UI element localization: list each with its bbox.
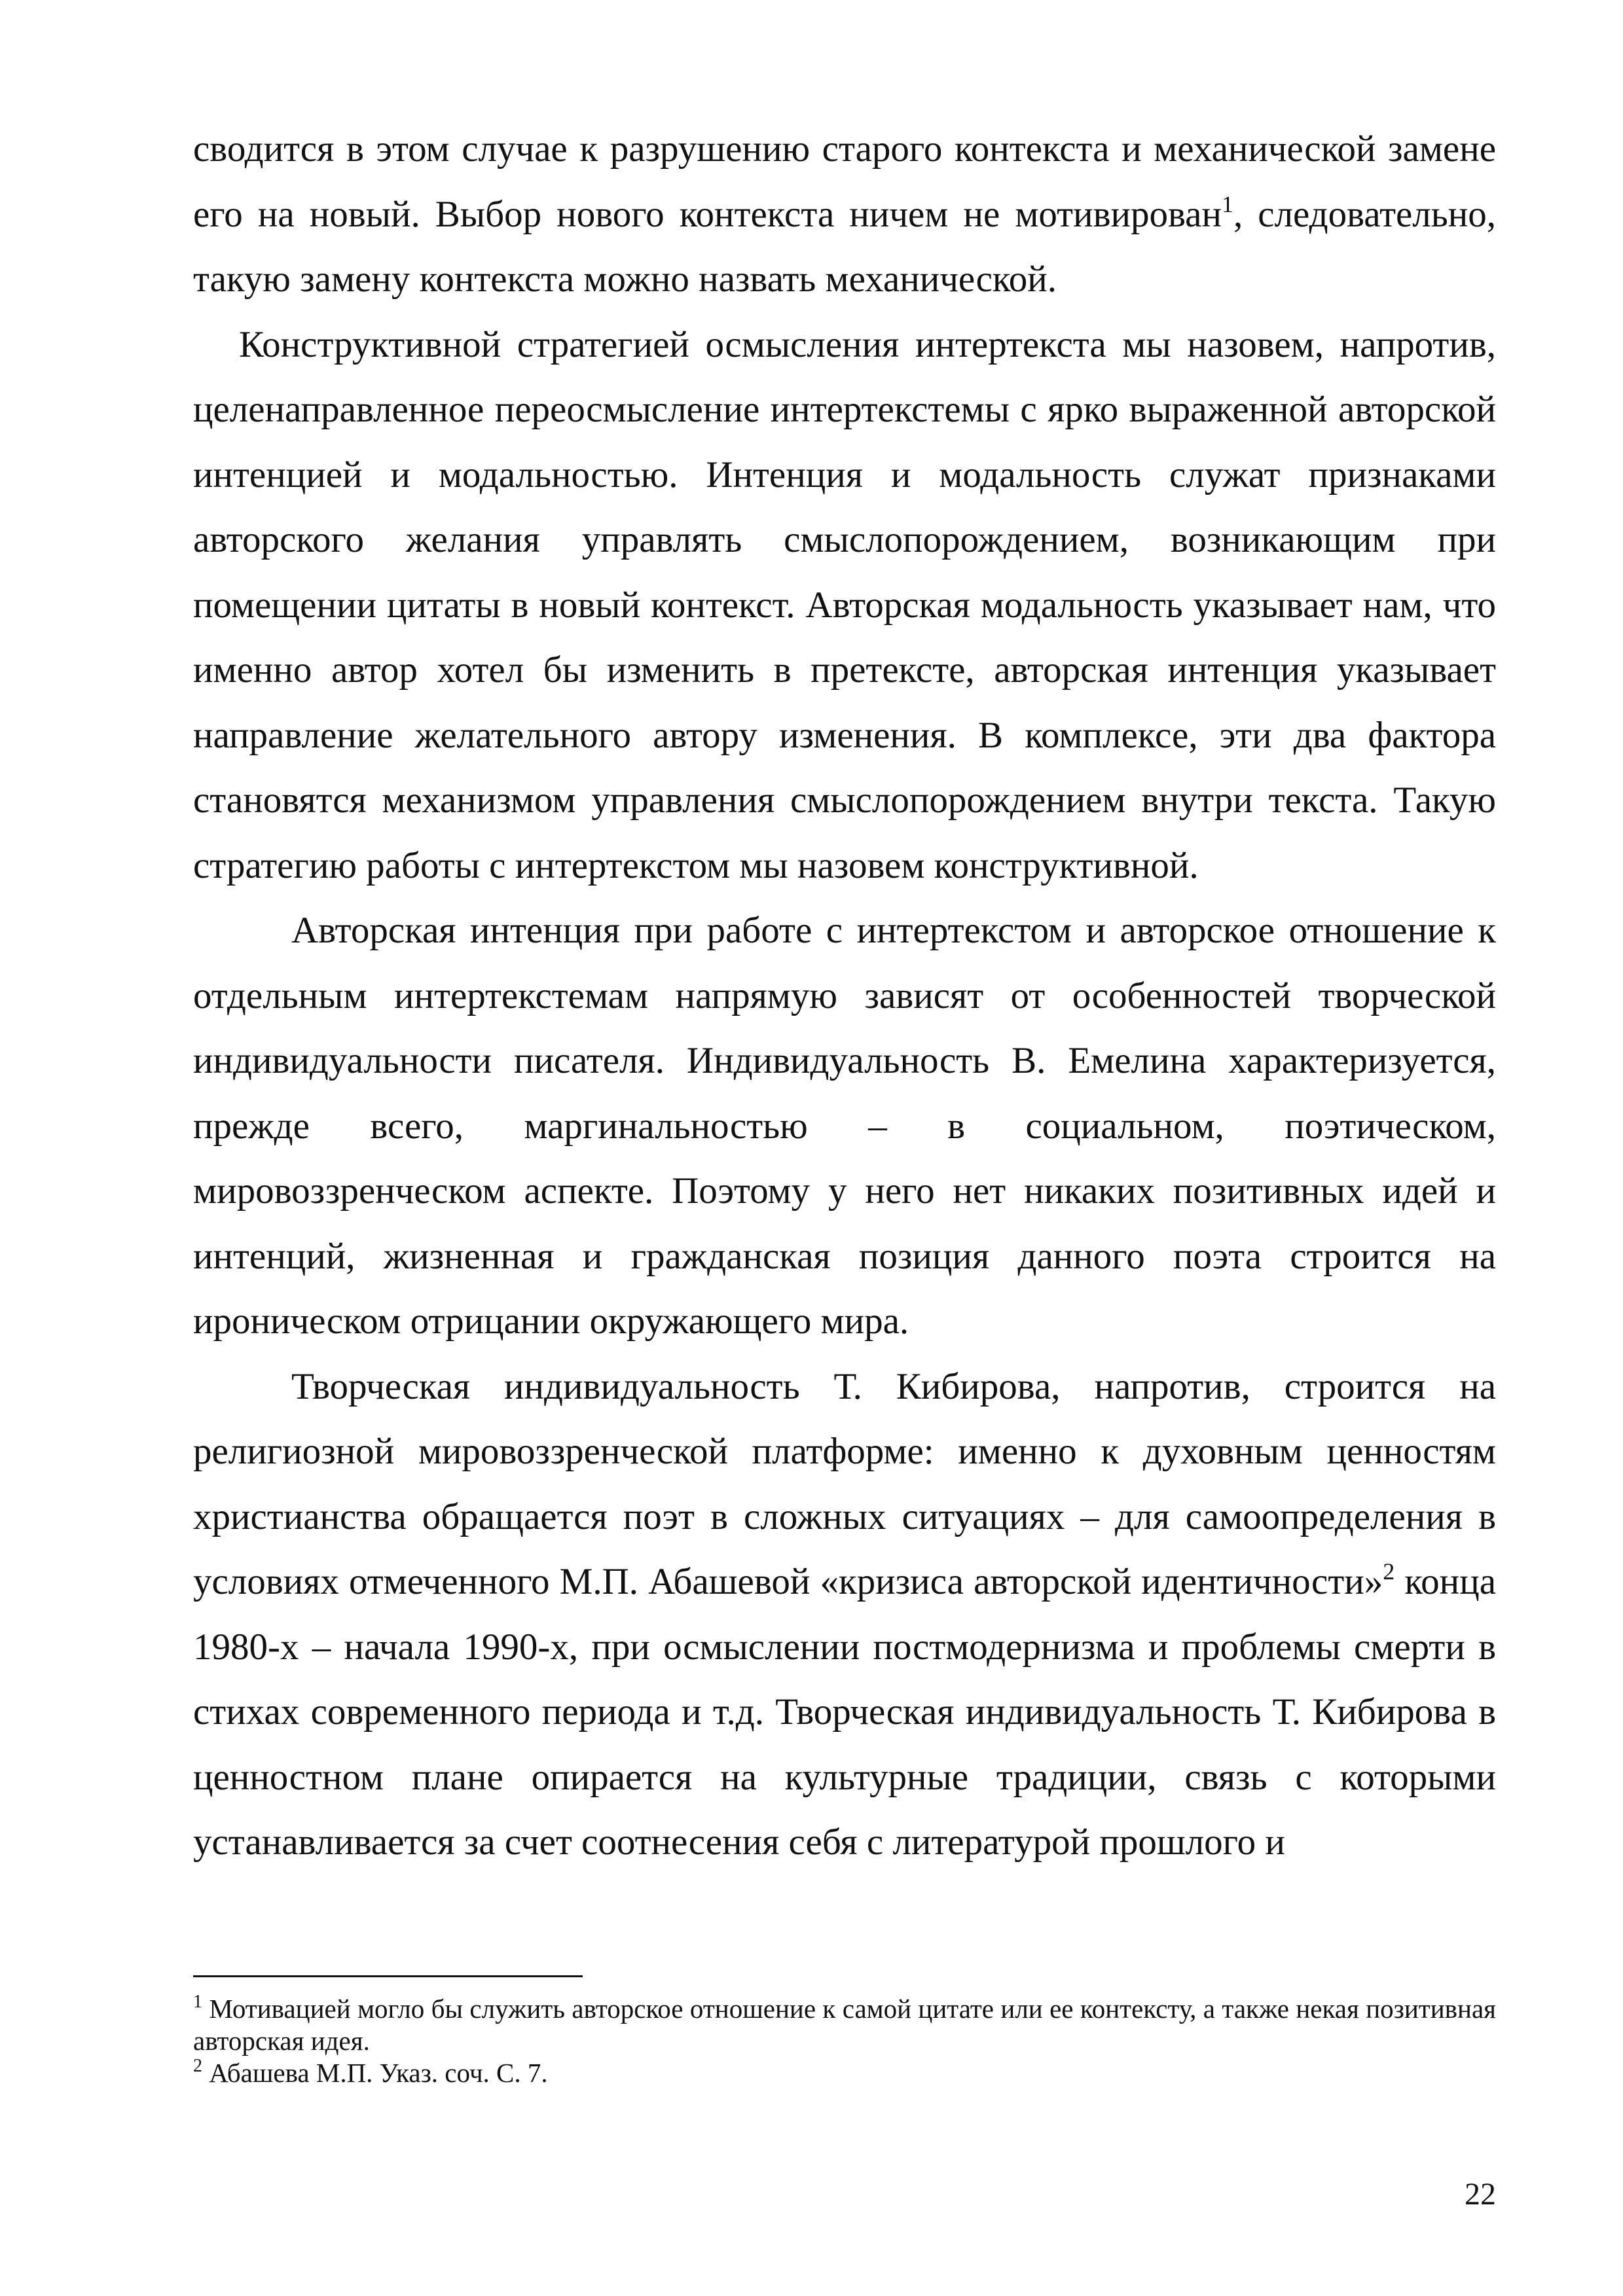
paragraph-text: сводится в этом случае к разрушению старого контекста и механической замене его на новый. Выбор нового контекста ничем не мотивирован — [193, 128, 1496, 235]
footnote-reference: 1 — [1221, 190, 1233, 217]
paragraph-text: конца 1980-х – начала 1990-х, при осмыслении постмодернизма и проблемы смерти в стихах современного периода и т.д. Творческая индивидуальность Т. Кибирова в ценностном плане опирается на культурные традиции, связь с которыми устанавливается за счет соотнесения себя с литературой прошлого и — [193, 1561, 1496, 1863]
paragraph-constructive-strategy — [193, 312, 1496, 899]
document-body — [193, 117, 1496, 1875]
footnote-separator — [193, 1975, 583, 1977]
footnote-marker: 1 — [193, 1992, 202, 2012]
paragraph-text: Творческая индивидуальность Т. Кибирова, напротив, строится на религиозной мировоззренческой платформе: именно к духовным ценностям христианства обращается поэт в сложных ситуациях – для самоопределения в условиях отмеченного М.П. Абашевой «кризиса авторской идентичности» — [193, 1365, 1496, 1602]
footnote — [193, 2057, 1496, 2089]
footnote — [193, 1993, 1496, 2057]
footnote-text: Мотивацией могло бы служить авторское отношение к самой цитате или ее контексту, а также некая позитивная авторская идея. — [193, 1994, 1497, 2056]
paragraph-text: Авторская интенция при работе с интертекстом и авторское отношение к отдельным интертекстемам напрямую зависят от особенностей творческой индивидуальности писателя. Индивидуальность В. Емелина характеризуется, прежде всего, маргинальностью – в социальном, поэтическом, мировоззренческом аспекте. Поэтому у него нет никаких позитивных идей и интенций, жизненная и гражданская позиция данного поэта строится на ироническом отрицании окружающего мира. — [193, 910, 1496, 1342]
footnote-text: Абашева М.П. Указ. соч. С. 7. — [209, 2058, 548, 2088]
paragraph-text: , следовательно, такую замену контекста можно назвать механической. — [193, 193, 1496, 300]
footnotes — [193, 1993, 1496, 2089]
paragraph-kibirov — [193, 1354, 1496, 1875]
paragraph-emelin — [193, 898, 1496, 1354]
page-number: 22 — [1465, 2177, 1496, 2212]
paragraph-text: Конструктивной стратегией осмысления интертекста мы назовем, напротив, целенаправленное переосмысление интертекстемы с ярко выраженной авторской интенцией и модальностью. Интенция и модальность служат признаками авторского желания управлять смыслопорождением, возникающим при помещении цитаты в новый контекст. Авторская модальность указывает нам, что именно автор хотел бы изменить в претексте, авторская интенция указывает направление желательного автору изменения. В комплексе, эти два фактора становятся механизмом управления смыслопорождением внутри текста. Такую стратегию работы с интертекстом мы назовем конструктивной. — [193, 323, 1496, 886]
footnote-marker: 2 — [193, 2056, 202, 2076]
footnote-reference: 2 — [1383, 1558, 1395, 1585]
paragraph-continuation — [193, 117, 1496, 312]
